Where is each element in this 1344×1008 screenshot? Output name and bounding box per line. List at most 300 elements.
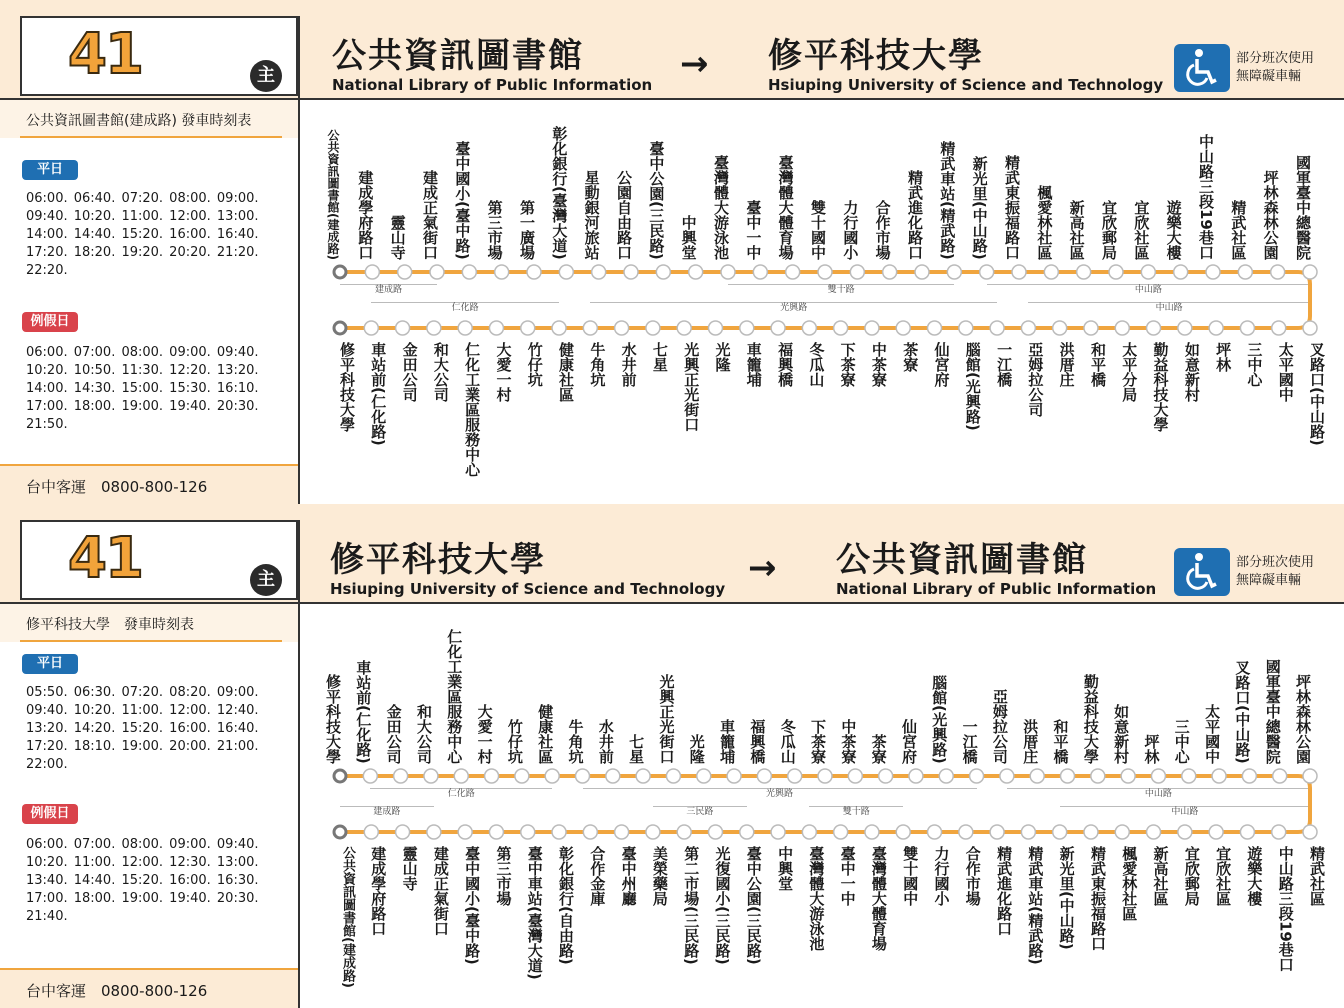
stop-marker	[771, 825, 785, 839]
stop-label: 和平橋	[1088, 342, 1107, 387]
stop-marker	[727, 769, 741, 783]
route-line-svg	[300, 100, 1344, 504]
stop-label: 臺中公園(三民路)	[647, 141, 666, 260]
accessibility-line2: 無障礙車輛	[1236, 573, 1302, 588]
stop-marker	[1178, 321, 1192, 335]
schedule-title-rule	[20, 136, 282, 138]
stop-marker	[1030, 769, 1044, 783]
accessibility-line1: 部分班次使用	[1236, 555, 1315, 570]
weekday-badge: 平日	[22, 160, 78, 180]
weekday-times: 05:50. 06:30. 07:20. 08:20. 09:00. 09:40. 10:20. 11:00. 12:00. 12:40. 13:20. 14:20. 15:20. 16:00. 16:40. 17:20. 18:10. 19:00. 20:00. 21:00. 22:00.	[26, 685, 259, 772]
stop-marker	[1174, 265, 1188, 279]
stop-marker	[1178, 825, 1192, 839]
stop-marker	[363, 769, 377, 783]
stop-marker	[1240, 321, 1254, 335]
stop-label: 臺灣體大體育場	[776, 155, 795, 260]
stop-label: 中山路三段19巷口	[1276, 846, 1295, 972]
stop-marker	[1238, 265, 1252, 279]
stop-label: 第二市場(三民路)	[682, 846, 701, 965]
stop-marker	[1053, 825, 1067, 839]
main-route-badge: 主	[250, 564, 282, 596]
stop-label: 光隆	[713, 342, 732, 372]
stop-label: 七星	[650, 342, 669, 372]
stop-marker	[1240, 825, 1254, 839]
stop-marker	[850, 265, 864, 279]
stop-label: 叉路口(中山路)	[1308, 342, 1326, 446]
stop-label: 第三市場	[494, 846, 513, 906]
stop-label: 冬瓜山	[807, 342, 826, 387]
stop-label: 建成正氣街口	[431, 846, 450, 936]
stop-marker	[1044, 265, 1058, 279]
stop-label: 精武進化路口	[906, 170, 924, 260]
stop-marker	[1061, 769, 1075, 783]
stop-label: 臺中車站(臺灣大道)	[525, 846, 544, 980]
stop-marker	[396, 825, 410, 839]
stop-marker	[1121, 769, 1135, 783]
road-name: 三民路	[686, 807, 714, 817]
stop-label: 力行國小	[932, 846, 951, 906]
stop-label: 精武東振福路口	[1003, 155, 1021, 260]
stop-label: 水井前	[619, 342, 638, 387]
stop-label: 中茶寮	[839, 719, 858, 764]
weekday-badge: 平日	[22, 654, 78, 674]
stop-label: 靈山寺	[388, 215, 407, 260]
stop-marker	[1147, 825, 1161, 839]
route-line	[340, 272, 1310, 328]
stop-label: 臺中國小(臺中路)	[453, 141, 472, 260]
stop-marker	[834, 825, 848, 839]
route-number-box	[20, 520, 298, 600]
stop-label: 大愛一村	[475, 704, 494, 764]
road-name: 中山路	[1171, 807, 1199, 817]
stop-label: 第一廣場	[518, 200, 536, 260]
operator-contact: 台中客運 0800-800-126	[26, 478, 208, 496]
stop-label: 靈山寺	[400, 846, 419, 891]
road-name: 中山路	[1144, 789, 1172, 799]
stop-marker	[334, 322, 346, 334]
stop-marker	[802, 825, 816, 839]
road-name: 光興路	[766, 789, 794, 799]
stop-marker	[1115, 825, 1129, 839]
stop-marker	[915, 265, 929, 279]
stop-marker	[1141, 265, 1155, 279]
stop-marker	[980, 265, 994, 279]
stop-marker	[1303, 265, 1317, 279]
stop-marker	[721, 265, 735, 279]
stop-label: 一江橋	[995, 342, 1014, 387]
stop-label: 下茶寮	[809, 719, 827, 764]
stop-label: 楓愛林社區	[1120, 846, 1139, 921]
stop-label: 光興正光街口	[682, 342, 701, 432]
stop-label: 和大公司	[414, 704, 433, 764]
stop-marker	[959, 825, 973, 839]
stop-marker	[1021, 825, 1035, 839]
operator-footer	[0, 464, 298, 504]
stop-marker	[592, 265, 606, 279]
stop-label: 三中心	[1172, 719, 1191, 764]
stop-label: 楓愛林社區	[1035, 185, 1054, 260]
stop-marker	[740, 825, 754, 839]
route-number: 41	[68, 22, 142, 87]
stop-label: 新高社區	[1067, 200, 1086, 260]
stop-marker	[959, 321, 973, 335]
stop-marker	[708, 321, 722, 335]
stop-marker	[677, 321, 691, 335]
route-map	[300, 604, 1344, 1008]
road-name: 光興路	[780, 303, 808, 313]
stop-marker	[1272, 321, 1286, 335]
stop-marker	[583, 321, 597, 335]
stop-marker	[545, 769, 559, 783]
stop-marker	[1206, 265, 1220, 279]
stop-marker	[786, 265, 800, 279]
wheelchair-icon	[1174, 44, 1230, 92]
stop-marker	[802, 321, 816, 335]
stop-marker	[334, 266, 346, 278]
stop-label: 公共資訊圖書館(建成路)	[340, 846, 355, 988]
schedule-title: 修平科技大學 發車時刻表	[26, 617, 194, 633]
stop-marker	[677, 825, 691, 839]
stop-label: 建成正氣街口	[421, 170, 439, 260]
stop-label: 仙宮府	[899, 719, 918, 764]
stop-marker	[1109, 265, 1123, 279]
stop-label: 新高社區	[1151, 846, 1170, 906]
stop-marker	[834, 321, 848, 335]
stop-label: 健康社區	[557, 342, 576, 402]
stop-marker	[928, 825, 942, 839]
stop-marker	[462, 265, 476, 279]
stop-label: 國軍臺中總醫院	[1294, 155, 1312, 260]
stop-marker	[848, 769, 862, 783]
stop-label: 坪林	[1142, 734, 1161, 764]
stop-marker	[1091, 769, 1105, 783]
holiday-times: 06:00. 07:00. 08:00. 09:00. 09:40. 10:20. 11:00. 12:00. 12:30. 13:00. 13:40. 14:40. 15:20. 16:00. 16:30. 17:00. 18:00. 19:00. 19:40. 20:30. 21:40.	[26, 837, 259, 924]
destination-zh: 修平科技大學	[768, 36, 984, 76]
main-route-badge: 主	[250, 60, 282, 92]
stop-label: 合作金庫	[588, 846, 607, 906]
stop-label: 三中心	[1245, 342, 1264, 387]
stop-marker	[990, 321, 1004, 335]
stop-label: 金田公司	[400, 342, 419, 402]
stop-label: 健康社區	[536, 704, 555, 764]
stop-label: 彰化銀行(自由路)	[557, 846, 576, 965]
stop-marker	[495, 265, 509, 279]
stop-label: 牛角坑	[566, 719, 585, 764]
stop-label: 中興堂	[776, 846, 795, 891]
stop-marker	[896, 825, 910, 839]
schedule-sidebar	[0, 100, 298, 504]
stop-marker	[576, 769, 590, 783]
stop-marker	[1084, 825, 1098, 839]
stop-marker	[1212, 769, 1226, 783]
route-line	[340, 776, 1310, 832]
stop-marker	[883, 265, 897, 279]
stop-label: 洪厝庄	[1057, 342, 1076, 387]
stop-label: 福興橋	[748, 719, 767, 764]
stop-marker	[454, 769, 468, 783]
road-name: 仁化路	[451, 303, 479, 313]
stop-marker	[947, 265, 961, 279]
operator-footer	[0, 968, 298, 1008]
direction-arrow: →	[680, 44, 709, 84]
stop-marker	[334, 770, 346, 782]
stop-label: 車籠埔	[744, 342, 763, 387]
stop-marker	[865, 321, 879, 335]
stop-label: 太平國中	[1276, 342, 1295, 402]
stop-label: 建成學府路口	[356, 170, 375, 260]
stop-marker	[1303, 769, 1317, 783]
stop-label: 美榮藥局	[650, 846, 669, 906]
schedule-sidebar	[0, 604, 298, 1008]
origin-en: National Library of Public Information	[332, 76, 653, 94]
stop-marker	[1151, 769, 1165, 783]
stop-label: 宜欣社區	[1132, 200, 1151, 260]
stop-marker	[521, 321, 535, 335]
stop-marker	[583, 825, 597, 839]
stop-label: 彰化銀行(臺灣大道)	[550, 126, 569, 260]
stop-marker	[1209, 825, 1223, 839]
stop-label: 精武東振福路口	[1088, 846, 1107, 951]
stop-label: 七星	[627, 734, 646, 764]
stop-label: 精武社區	[1229, 200, 1248, 260]
stop-label: 仁化工業區服務中心	[463, 342, 482, 477]
stop-label: 仁化工業區服務中心	[445, 629, 464, 764]
stop-label: 宜欣郵局	[1182, 846, 1201, 906]
stop-marker	[1272, 825, 1286, 839]
road-name: 雙十路	[827, 285, 855, 295]
stop-label: 冬瓜山	[778, 719, 797, 764]
direction-arrow: →	[748, 548, 777, 588]
accessibility-note	[1236, 50, 1314, 86]
stop-label: 光隆	[687, 734, 706, 764]
stop-label: 國軍臺中總醫院	[1263, 659, 1282, 764]
stop-label: 竹仔坑	[505, 719, 524, 764]
stop-label: 車站前(仁化路)	[369, 342, 388, 446]
stop-label: 茶寮	[869, 734, 888, 764]
stop-label: 下茶寮	[838, 342, 857, 387]
stop-label: 中山路三段19巷口	[1197, 134, 1215, 260]
destination	[768, 36, 1163, 94]
holiday-times: 06:00. 07:00. 08:00. 09:00. 09:40. 10:20. 10:50. 11:30. 12:20. 13:20. 14:00. 14:30. 15:00. 15:30. 16:10. 17:00. 18:00. 19:00. 19:40. 20:30. 21:50.	[26, 345, 259, 432]
stop-label: 亞姆拉公司	[990, 689, 1009, 764]
stop-label: 臺中一中	[838, 846, 857, 906]
destination	[836, 540, 1156, 598]
stop-marker	[430, 265, 444, 279]
stop-marker	[879, 769, 893, 783]
stop-label: 坪林	[1214, 342, 1233, 372]
stop-label: 勤益科技大學	[1081, 674, 1100, 764]
stop-marker	[1053, 321, 1067, 335]
stop-marker	[1084, 321, 1098, 335]
header-divider	[298, 16, 300, 98]
stop-label: 宜欣社區	[1214, 846, 1233, 906]
stop-marker	[697, 769, 711, 783]
stop-label: 光復國小(三民路)	[713, 846, 732, 965]
stop-marker	[559, 265, 573, 279]
stop-marker	[656, 265, 670, 279]
stop-marker	[753, 265, 767, 279]
stop-label: 臺中州廳	[619, 846, 638, 906]
stop-label: 合作市場	[963, 846, 982, 906]
stop-label: 第三市場	[485, 200, 504, 260]
stop-label: 精武社區	[1308, 846, 1326, 906]
stop-label: 臺中一中	[744, 200, 763, 260]
stop-label: 精武車站(精武路)	[938, 141, 957, 260]
stop-label: 臺灣體大游泳池	[712, 155, 730, 260]
route-number: 41	[68, 526, 142, 591]
operator-contact: 台中客運 0800-800-126	[26, 982, 208, 1000]
destination-zh: 公共資訊圖書館	[836, 540, 1088, 580]
accessibility-line2: 無障礙車輛	[1236, 69, 1302, 84]
stop-label: 太平國中	[1203, 704, 1222, 764]
stop-label: 新光里(中山路)	[970, 156, 989, 260]
route-number-box	[20, 16, 298, 96]
stop-marker	[909, 769, 923, 783]
origin-zh: 修平科技大學	[330, 540, 546, 580]
stop-marker	[1273, 769, 1287, 783]
stop-label: 新光里(中山路)	[1057, 846, 1076, 950]
stop-label: 坪林森林公園	[1294, 674, 1312, 764]
stop-label: 車籠埔	[718, 719, 737, 764]
stop-label: 洪厝庄	[1021, 719, 1040, 764]
stop-marker	[1021, 321, 1035, 335]
origin-en: Hsiuping University of Science and Technology	[330, 580, 726, 598]
stop-marker	[624, 265, 638, 279]
stop-label: 宜欣郵局	[1100, 200, 1118, 260]
stop-label: 雙十國中	[901, 846, 920, 906]
stop-marker	[365, 265, 379, 279]
stop-marker	[1271, 265, 1285, 279]
stop-marker	[646, 321, 660, 335]
stop-marker	[485, 769, 499, 783]
stop-label: 車站前(仁化路)	[354, 660, 373, 764]
stop-label: 一江橋	[960, 719, 979, 764]
schedule-title: 公共資訊圖書館(建成路) 發車時刻表	[26, 113, 252, 129]
stop-marker	[970, 769, 984, 783]
stop-label: 如意新村	[1182, 342, 1201, 402]
route-map	[300, 100, 1344, 504]
stop-marker	[1077, 265, 1091, 279]
stop-marker	[615, 825, 629, 839]
stop-label: 臺灣體大體育場	[869, 846, 888, 951]
stop-label: 竹仔坑	[525, 342, 544, 387]
road-name: 中山路	[1155, 303, 1183, 313]
stop-label: 金田公司	[384, 704, 403, 764]
stop-label: 坪林森林公園	[1261, 170, 1280, 260]
stop-label: 福興橋	[776, 342, 795, 387]
stop-marker	[527, 265, 541, 279]
stop-marker	[489, 825, 503, 839]
stop-label: 建成學府路口	[369, 846, 388, 936]
stop-marker	[1000, 769, 1014, 783]
stop-marker	[1147, 321, 1161, 335]
stop-marker	[928, 321, 942, 335]
stop-marker	[818, 769, 832, 783]
stop-marker	[427, 825, 441, 839]
destination-en: Hsiuping University of Science and Technology	[768, 76, 1164, 94]
stop-label: 雙十國中	[809, 200, 827, 260]
stop-label: 太平分局	[1120, 342, 1139, 402]
stop-marker	[364, 321, 378, 335]
stop-marker	[757, 769, 771, 783]
stop-marker	[458, 321, 472, 335]
stop-marker	[1209, 321, 1223, 335]
stop-marker	[489, 321, 503, 335]
stop-label: 亞姆拉公司	[1026, 342, 1045, 417]
stop-marker	[896, 321, 910, 335]
stop-label: 臺中公園(三民路)	[744, 846, 763, 965]
stop-marker	[689, 265, 703, 279]
stop-marker	[424, 769, 438, 783]
stop-label: 和大公司	[431, 342, 450, 402]
stop-marker	[427, 321, 441, 335]
stop-label: 精武車站(精武路)	[1026, 846, 1045, 965]
stop-label: 臺中國小(臺中路)	[463, 846, 482, 965]
holiday-badge: 例假日	[22, 312, 78, 332]
route-panel-inbound	[0, 504, 1344, 1008]
stop-label: 如意新村	[1112, 704, 1131, 764]
stop-marker	[1242, 769, 1256, 783]
stop-marker	[1303, 825, 1317, 839]
stop-marker	[1115, 321, 1129, 335]
stop-label: 大愛一村	[494, 342, 513, 402]
stop-label: 臺灣體大游泳池	[807, 846, 826, 951]
stop-label: 腦館(光興路)	[963, 342, 982, 431]
stop-marker	[818, 265, 832, 279]
road-name: 建成路	[374, 285, 402, 295]
stop-marker	[606, 769, 620, 783]
schedule-title-rule	[20, 640, 282, 642]
stop-label: 中茶寮	[869, 342, 888, 387]
stop-label: 遊樂大樓	[1245, 846, 1264, 906]
stop-marker	[708, 825, 722, 839]
stop-marker	[666, 769, 680, 783]
stop-label: 力行國小	[841, 200, 860, 260]
stop-marker	[552, 321, 566, 335]
road-name: 建成路	[373, 807, 401, 817]
stop-label: 水井前	[596, 719, 615, 764]
stop-label: 星動銀河旅站	[582, 170, 601, 260]
stop-label: 遊樂大樓	[1164, 200, 1183, 260]
stop-marker	[615, 321, 629, 335]
origin	[330, 540, 725, 598]
destination-en: National Library of Public Information	[836, 580, 1157, 598]
stop-marker	[636, 769, 650, 783]
stop-marker	[364, 825, 378, 839]
stop-label: 精武進化路口	[995, 846, 1014, 936]
holiday-badge: 例假日	[22, 804, 78, 824]
stop-marker	[740, 321, 754, 335]
stop-marker	[788, 769, 802, 783]
stop-marker	[1012, 265, 1026, 279]
stop-marker	[398, 265, 412, 279]
stop-marker	[771, 321, 785, 335]
stop-marker	[990, 825, 1004, 839]
stop-marker	[334, 826, 346, 838]
stop-label: 合作市場	[873, 200, 892, 260]
stop-label: 公園自由路口	[615, 170, 633, 260]
weekday-times: 06:00. 06:40. 07:20. 08:00. 09:00. 09:40. 10:20. 11:00. 12:00. 13:00. 14:00. 14:40. 15:20. 16:00. 16:40. 17:20. 18:20. 19:20. 20:20. 21:20. 22:20.	[26, 191, 259, 278]
stop-label: 修平科技大學	[324, 674, 342, 764]
stop-marker	[865, 825, 879, 839]
stop-label: 和平橋	[1051, 719, 1070, 764]
stop-marker	[515, 769, 529, 783]
stop-marker	[396, 321, 410, 335]
route-line-svg	[300, 604, 1344, 1008]
road-name: 雙十路	[842, 807, 870, 817]
stop-marker	[646, 825, 660, 839]
stop-marker	[1182, 769, 1196, 783]
